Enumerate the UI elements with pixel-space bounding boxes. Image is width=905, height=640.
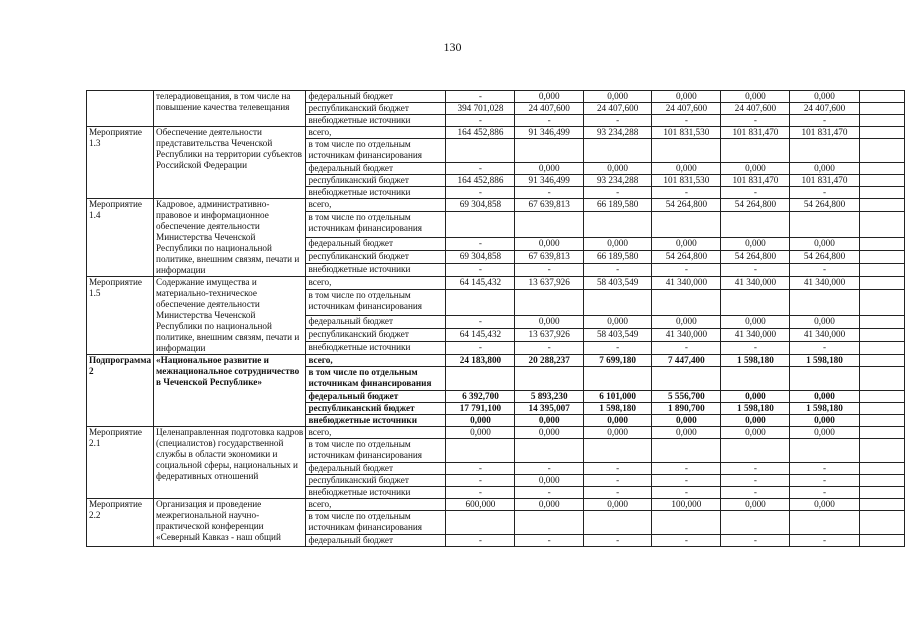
value-cell: - xyxy=(721,535,790,547)
value-cell: 0,000 xyxy=(721,238,790,251)
value-cell xyxy=(446,367,515,391)
value-cell: - xyxy=(446,238,515,251)
value-cell: 101 831,530 xyxy=(652,175,721,187)
value-cell: 14 395,007 xyxy=(515,403,583,415)
source-label: всего, xyxy=(306,355,446,367)
value-cell: 54 264,800 xyxy=(652,199,721,212)
value-cell: 0,000 xyxy=(790,415,859,427)
empty-cell xyxy=(859,277,904,290)
value-cell: 7 447,400 xyxy=(652,355,721,367)
value-cell: 0,000 xyxy=(790,391,859,403)
source-label: республиканский бюджет xyxy=(306,251,446,264)
empty-cell xyxy=(859,115,904,127)
value-cell: 0,000 xyxy=(446,415,515,427)
value-cell xyxy=(790,511,859,535)
value-cell xyxy=(515,212,583,238)
value-cell: 58 403,549 xyxy=(583,277,651,290)
value-cell xyxy=(515,439,583,463)
value-cell: - xyxy=(790,264,859,277)
value-cell xyxy=(721,212,790,238)
value-cell: - xyxy=(446,91,515,103)
value-cell: 67 639,813 xyxy=(515,199,583,212)
source-label: в том числе по отдельным источникам финансирования xyxy=(306,212,446,238)
source-label: всего, xyxy=(306,499,446,511)
empty-cell xyxy=(859,511,904,535)
value-cell: 5 893,230 xyxy=(515,391,583,403)
value-cell: 91 346,499 xyxy=(515,175,583,187)
table-row xyxy=(87,355,905,367)
value-cell xyxy=(583,511,651,535)
value-cell: - xyxy=(583,187,651,199)
source-label: всего, xyxy=(306,127,446,139)
value-cell: 0,000 xyxy=(721,316,790,329)
value-cell: 41 340,000 xyxy=(790,329,859,342)
value-cell: 101 831,470 xyxy=(790,175,859,187)
value-cell: - xyxy=(721,187,790,199)
source-label: в том числе по отдельным источникам финансирования xyxy=(306,367,446,391)
row-code: Мероприятие 1.3 xyxy=(87,127,154,199)
value-cell: 66 189,580 xyxy=(583,199,651,212)
empty-cell xyxy=(859,212,904,238)
value-cell: 54 264,800 xyxy=(790,251,859,264)
source-label: республиканский бюджет xyxy=(306,475,446,487)
empty-cell xyxy=(859,391,904,403)
value-cell: 0,000 xyxy=(790,238,859,251)
source-label: федеральный бюджет xyxy=(306,163,446,175)
value-cell: - xyxy=(790,487,859,499)
value-cell: - xyxy=(790,342,859,355)
empty-cell xyxy=(859,238,904,251)
value-cell: 41 340,000 xyxy=(721,277,790,290)
row-title: Целенаправленная подготовка кадров (специалистов) государственной службы в области экономики и социальной сферы, национальных и федеративных отношений xyxy=(154,427,306,499)
value-cell: - xyxy=(652,264,721,277)
value-cell: - xyxy=(721,463,790,475)
value-cell xyxy=(583,367,651,391)
source-label: в том числе по отдельным источникам финансирования xyxy=(306,290,446,316)
value-cell: - xyxy=(515,264,583,277)
row-title: телерадиовещания, в том числе на повышение качества телевещания xyxy=(154,91,306,127)
value-cell: 0,000 xyxy=(652,316,721,329)
value-cell xyxy=(790,139,859,163)
value-cell: 0,000 xyxy=(790,91,859,103)
value-cell: 0,000 xyxy=(721,163,790,175)
empty-cell xyxy=(859,487,904,499)
value-cell: - xyxy=(652,342,721,355)
value-cell: - xyxy=(721,475,790,487)
value-cell xyxy=(583,439,651,463)
value-cell: 93 234,288 xyxy=(583,175,651,187)
value-cell: 1 598,180 xyxy=(583,403,651,415)
value-cell: - xyxy=(446,342,515,355)
value-cell: - xyxy=(721,342,790,355)
value-cell: 13 637,926 xyxy=(515,277,583,290)
value-cell: - xyxy=(652,115,721,127)
value-cell xyxy=(652,212,721,238)
source-label: федеральный бюджет xyxy=(306,316,446,329)
value-cell: - xyxy=(790,475,859,487)
value-cell: 0,000 xyxy=(652,238,721,251)
empty-cell xyxy=(859,329,904,342)
value-cell xyxy=(446,290,515,316)
value-cell: 54 264,800 xyxy=(652,251,721,264)
empty-cell xyxy=(859,342,904,355)
value-cell: 600,000 xyxy=(446,499,515,511)
value-cell: 41 340,000 xyxy=(790,277,859,290)
empty-cell xyxy=(859,187,904,199)
value-cell: 13 637,926 xyxy=(515,329,583,342)
value-cell: 17 791,100 xyxy=(446,403,515,415)
value-cell: 101 831,470 xyxy=(721,175,790,187)
value-cell: 0,000 xyxy=(790,427,859,439)
value-cell: 5 556,700 xyxy=(652,391,721,403)
value-cell xyxy=(790,290,859,316)
value-cell: 101 831,530 xyxy=(652,127,721,139)
empty-cell xyxy=(859,355,904,367)
empty-cell xyxy=(859,290,904,316)
value-cell xyxy=(790,212,859,238)
value-cell: - xyxy=(446,487,515,499)
source-label: в том числе по отдельным источникам финансирования xyxy=(306,511,446,535)
value-cell: 69 304,858 xyxy=(446,251,515,264)
source-label: федеральный бюджет xyxy=(306,238,446,251)
value-cell: 54 264,800 xyxy=(790,199,859,212)
value-cell: 64 145,432 xyxy=(446,329,515,342)
value-cell: - xyxy=(446,316,515,329)
value-cell xyxy=(446,439,515,463)
value-cell: 1 598,180 xyxy=(790,355,859,367)
value-cell: 164 452,886 xyxy=(446,127,515,139)
empty-cell xyxy=(859,439,904,463)
value-cell: 54 264,800 xyxy=(721,251,790,264)
value-cell: 41 340,000 xyxy=(652,329,721,342)
value-cell: - xyxy=(721,264,790,277)
value-cell: - xyxy=(583,342,651,355)
value-cell: 0,000 xyxy=(515,91,583,103)
value-cell: 1 890,700 xyxy=(652,403,721,415)
value-cell xyxy=(652,439,721,463)
value-cell: - xyxy=(790,115,859,127)
empty-cell xyxy=(859,103,904,115)
value-cell: 0,000 xyxy=(790,163,859,175)
value-cell xyxy=(583,212,651,238)
value-cell: 0,000 xyxy=(721,415,790,427)
value-cell: - xyxy=(515,115,583,127)
value-cell: 24 407,600 xyxy=(583,103,651,115)
source-label: республиканский бюджет xyxy=(306,403,446,415)
value-cell: 0,000 xyxy=(446,427,515,439)
value-cell: - xyxy=(446,463,515,475)
empty-cell xyxy=(859,367,904,391)
value-cell: 0,000 xyxy=(583,163,651,175)
value-cell: 41 340,000 xyxy=(652,277,721,290)
value-cell xyxy=(652,511,721,535)
value-cell: 67 639,813 xyxy=(515,251,583,264)
table-row xyxy=(87,277,905,290)
value-cell: 0,000 xyxy=(652,163,721,175)
empty-cell xyxy=(859,251,904,264)
value-cell: 101 831,470 xyxy=(721,127,790,139)
value-cell: 0,000 xyxy=(583,415,651,427)
value-cell: 91 346,499 xyxy=(515,127,583,139)
value-cell xyxy=(515,290,583,316)
source-label: внебюджетные источники xyxy=(306,187,446,199)
value-cell: 0,000 xyxy=(652,91,721,103)
value-cell xyxy=(515,511,583,535)
empty-cell xyxy=(859,403,904,415)
value-cell: 24 407,600 xyxy=(652,103,721,115)
value-cell: - xyxy=(583,115,651,127)
value-cell: - xyxy=(515,487,583,499)
source-label: всего, xyxy=(306,199,446,212)
source-label: федеральный бюджет xyxy=(306,91,446,103)
value-cell: 0,000 xyxy=(721,427,790,439)
value-cell: - xyxy=(652,475,721,487)
value-cell: 64 145,432 xyxy=(446,277,515,290)
value-cell: - xyxy=(790,535,859,547)
value-cell: 0,000 xyxy=(790,316,859,329)
value-cell: 0,000 xyxy=(790,499,859,511)
value-cell xyxy=(652,367,721,391)
empty-cell xyxy=(859,415,904,427)
value-cell xyxy=(583,139,651,163)
value-cell: 1 598,180 xyxy=(721,403,790,415)
value-cell: 0,000 xyxy=(515,316,583,329)
value-cell xyxy=(721,290,790,316)
source-label: внебюджетные источники xyxy=(306,264,446,277)
value-cell: 1 598,180 xyxy=(790,403,859,415)
value-cell: - xyxy=(721,487,790,499)
value-cell: 0,000 xyxy=(583,238,651,251)
empty-cell xyxy=(859,264,904,277)
value-cell: - xyxy=(583,475,651,487)
value-cell xyxy=(583,290,651,316)
empty-cell xyxy=(859,475,904,487)
row-code: Мероприятие 1.4 xyxy=(87,199,154,277)
value-cell: - xyxy=(515,342,583,355)
row-title: Содержание имущества и материально-техническое обеспечение деятельности Министерства Чеченской Республики по национальной политике, внешним связям, печати и информации xyxy=(154,277,306,355)
value-cell xyxy=(446,139,515,163)
value-cell: - xyxy=(446,475,515,487)
value-cell: 394 701,028 xyxy=(446,103,515,115)
empty-cell xyxy=(859,463,904,475)
value-cell: 0,000 xyxy=(721,91,790,103)
value-cell: - xyxy=(652,187,721,199)
value-cell: 6 101,000 xyxy=(583,391,651,403)
value-cell: 66 189,580 xyxy=(583,251,651,264)
source-label: республиканский бюджет xyxy=(306,329,446,342)
value-cell: 0,000 xyxy=(515,415,583,427)
empty-cell xyxy=(859,535,904,547)
value-cell xyxy=(721,439,790,463)
value-cell: 24 407,600 xyxy=(721,103,790,115)
value-cell: 69 304,858 xyxy=(446,199,515,212)
source-label: внебюджетные источники xyxy=(306,342,446,355)
value-cell: 0,000 xyxy=(652,427,721,439)
value-cell: 1 598,180 xyxy=(721,355,790,367)
value-cell: 20 288,237 xyxy=(515,355,583,367)
value-cell xyxy=(721,511,790,535)
value-cell: - xyxy=(515,463,583,475)
row-title: Организация и проведение межрегиональной научно-практической конференции «Северный Кавказ - наш общий xyxy=(154,499,306,547)
row-code xyxy=(87,91,154,127)
value-cell: 0,000 xyxy=(583,499,651,511)
value-cell: - xyxy=(446,535,515,547)
value-cell: 0,000 xyxy=(515,475,583,487)
value-cell: 0,000 xyxy=(721,499,790,511)
empty-cell xyxy=(859,127,904,139)
value-cell: - xyxy=(583,487,651,499)
value-cell: 0,000 xyxy=(515,499,583,511)
value-cell xyxy=(790,367,859,391)
source-label: республиканский бюджет xyxy=(306,175,446,187)
page-number: 130 xyxy=(443,40,462,54)
value-cell: 0,000 xyxy=(583,316,651,329)
value-cell xyxy=(721,367,790,391)
table-row xyxy=(87,427,905,439)
source-label: внебюджетные источники xyxy=(306,487,446,499)
value-cell: 101 831,470 xyxy=(790,127,859,139)
row-code: Подпрограмма 2 xyxy=(87,355,154,427)
value-cell: - xyxy=(583,463,651,475)
table-row xyxy=(87,499,905,511)
row-title: «Национальное развитие и межнациональное сотрудничество в Чеченской Республике» xyxy=(154,355,306,427)
value-cell: 24 407,600 xyxy=(515,103,583,115)
value-cell: - xyxy=(790,187,859,199)
value-cell: 0,000 xyxy=(515,427,583,439)
value-cell: 0,000 xyxy=(721,391,790,403)
value-cell: 0,000 xyxy=(583,427,651,439)
budget-table xyxy=(86,90,905,547)
value-cell: 54 264,800 xyxy=(721,199,790,212)
value-cell: 0,000 xyxy=(515,238,583,251)
value-cell xyxy=(515,367,583,391)
source-label: внебюджетные источники xyxy=(306,415,446,427)
value-cell: - xyxy=(446,264,515,277)
empty-cell xyxy=(859,139,904,163)
row-title: Обеспечение деятельности представительства Чеченской Республики на территории субъектов Российской Федерации xyxy=(154,127,306,199)
source-label: всего, xyxy=(306,277,446,290)
value-cell: - xyxy=(515,187,583,199)
empty-cell xyxy=(859,91,904,103)
source-label: внебюджетные источники xyxy=(306,115,446,127)
value-cell xyxy=(652,290,721,316)
value-cell xyxy=(446,212,515,238)
value-cell: 41 340,000 xyxy=(721,329,790,342)
row-code: Мероприятие 2.1 xyxy=(87,427,154,499)
table-row xyxy=(87,199,905,212)
value-cell: 0,000 xyxy=(515,163,583,175)
value-cell: 93 234,288 xyxy=(583,127,651,139)
source-label: федеральный бюджет xyxy=(306,391,446,403)
value-cell: 24 407,600 xyxy=(790,103,859,115)
value-cell xyxy=(446,511,515,535)
source-label: федеральный бюджет xyxy=(306,463,446,475)
value-cell xyxy=(721,139,790,163)
empty-cell xyxy=(859,199,904,212)
table-row xyxy=(87,91,905,103)
value-cell xyxy=(515,139,583,163)
value-cell: - xyxy=(515,535,583,547)
empty-cell xyxy=(859,163,904,175)
value-cell: 24 183,800 xyxy=(446,355,515,367)
value-cell: - xyxy=(446,115,515,127)
value-cell: 100,000 xyxy=(652,499,721,511)
value-cell: - xyxy=(721,115,790,127)
empty-cell xyxy=(859,316,904,329)
value-cell: - xyxy=(652,463,721,475)
value-cell: - xyxy=(583,535,651,547)
value-cell: - xyxy=(652,487,721,499)
value-cell: 58 403,549 xyxy=(583,329,651,342)
value-cell: 7 699,180 xyxy=(583,355,651,367)
value-cell: 0,000 xyxy=(583,91,651,103)
table-row xyxy=(87,127,905,139)
source-label: федеральный бюджет xyxy=(306,535,446,547)
source-label: в том числе по отдельным источникам финансирования xyxy=(306,439,446,463)
empty-cell xyxy=(859,499,904,511)
source-label: в том числе по отдельным источникам финансирования xyxy=(306,139,446,163)
empty-cell xyxy=(859,427,904,439)
value-cell: 164 452,886 xyxy=(446,175,515,187)
value-cell: 6 392,700 xyxy=(446,391,515,403)
value-cell: 0,000 xyxy=(652,415,721,427)
empty-cell xyxy=(859,175,904,187)
value-cell: - xyxy=(652,535,721,547)
source-label: республиканский бюджет xyxy=(306,103,446,115)
value-cell: - xyxy=(790,463,859,475)
row-title: Кадровое, административно-правовое и информационное обеспечение деятельности Министерства Чеченской Республики по национальной политике, внешним связям, печати и информации xyxy=(154,199,306,277)
value-cell: - xyxy=(583,264,651,277)
value-cell xyxy=(790,439,859,463)
value-cell: - xyxy=(446,163,515,175)
source-label: всего, xyxy=(306,427,446,439)
value-cell: - xyxy=(446,187,515,199)
row-code: Мероприятие 1.5 xyxy=(87,277,154,355)
row-code: Мероприятие 2.2 xyxy=(87,499,154,547)
value-cell xyxy=(652,139,721,163)
